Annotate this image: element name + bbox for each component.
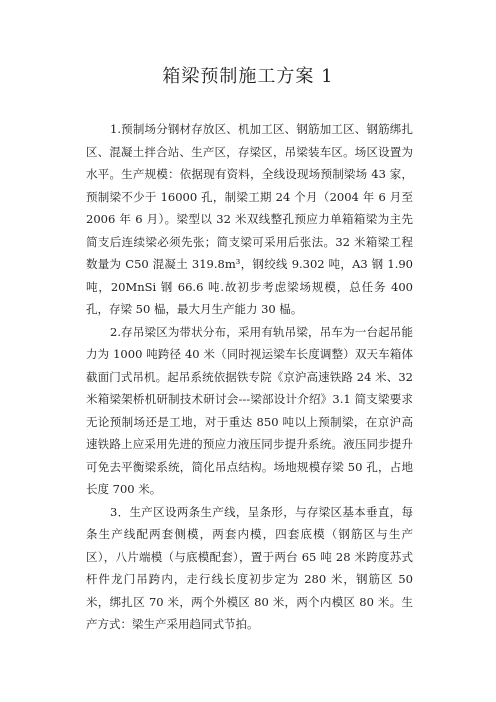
paragraph-2: 2.存吊梁区为带状分布，采用有轨吊梁，吊车为一台起吊能力为 1000 吨跨径 40 米（同时视运梁车长度调整）双天车箱体截面门式吊机。起吊系统依据铁专院《京沪高速铁路 24 米、32 米箱梁架桥机研制技术研讨会---梁部设计介绍》3.1 简支梁要求无论预制场还是工地，对于重达 850 吨以上预制梁，在京沪高速铁路上应采用先进的预应力液压同步提升系统。液压同步提升可免去平衡梁系统，简化吊点结构。场地规模存梁 50 孔，占地长度 700 米。 xyxy=(86,324,413,496)
document-title: 箱梁预制施工方案 1 xyxy=(162,66,334,87)
paragraph-1: 1.预制场分钢材存放区、机加工区、钢筋加工区、钢筋绑扎区、混凝土拌合站、生产区，存梁区，吊梁装车区。场区设置为水平。生产规模：依据现有资料，全线设现场预制梁场 43 家，预制梁不少于 16000 孔，制梁工期 24 个月（2004 年 6 月至 2006 年 6 月）。梁型以 32 米双线整孔预应力单箱箱梁为主先简支后连续梁必须先张；简支梁可采用后张法。32 米箱梁工程数量为 C50 混凝土 319.8m³，钢绞线 9.302 吨，A3 钢 1.90 吨，20MnSi 钢 66.6 吨.故初步考虑梁场规模，总任务 400 孔，存梁 50 榀，最大月生产能力 30 榀。 xyxy=(86,122,413,316)
paragraph-3: 3．生产区设两条生产线，呈条形，与存梁区基本垂直，每条生产线配两套侧模，两套内模，四套底模（钢筋区与生产区），八片端模（与底模配套），置于两台 65 吨 28 米跨度苏式杆件龙门吊跨内，走行线长度初步定为 280 米，钢筋区 50 米，绑扎区 70 米，两个外模区 80 米，两个内模区 80 米。生产方式：梁生产采用趋同式节拍。 xyxy=(86,504,413,631)
document-body xyxy=(86,118,413,636)
